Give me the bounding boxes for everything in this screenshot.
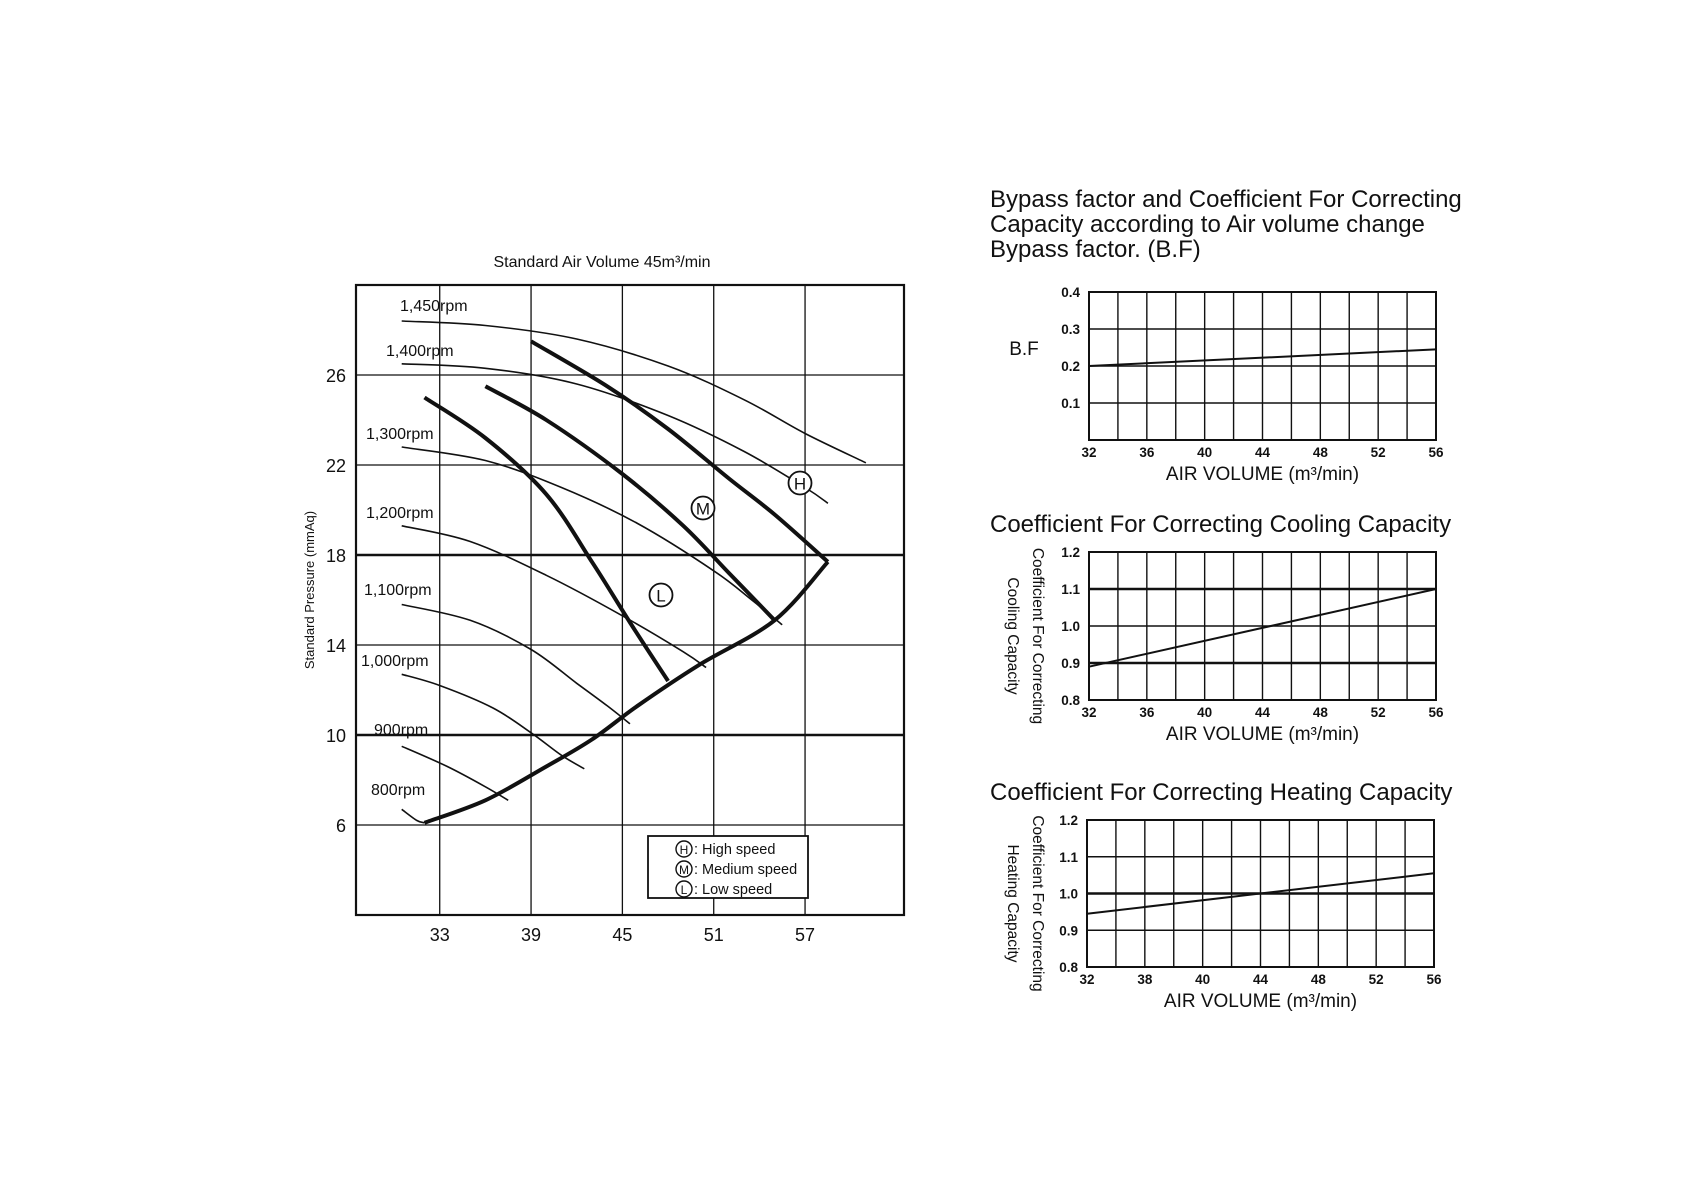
correction-y-tick-label: 1.1 (1059, 849, 1078, 865)
rpm-curve-label: 1,100rpm (364, 582, 432, 599)
legend-text: : High speed (694, 842, 776, 858)
fan-series-curve (402, 605, 630, 724)
correction-y-tick-label: 0.9 (1061, 656, 1080, 671)
correction-chart (990, 186, 1462, 485)
fan-chart-title: Standard Air Volume 45m³/min (493, 254, 711, 271)
correction-x-axis-title: AIR VOLUME (m³/min) (1163, 991, 1358, 1012)
fan-x-tick-label: 39 (521, 925, 542, 945)
correction-y-tick-label: 0.1 (1061, 396, 1080, 411)
legend-symbol-letter: M (679, 863, 689, 877)
correction-charts (990, 186, 1462, 1012)
correction-x-tick-label: 52 (1370, 445, 1386, 460)
rpm-curve-label: 1,450rpm (400, 298, 468, 315)
correction-y-axis-title: Coefficient For Correcting (1029, 815, 1046, 992)
correction-x-tick-label: 32 (1081, 705, 1097, 720)
correction-x-tick-label: 48 (1312, 445, 1328, 460)
correction-x-tick-label: 48 (1310, 972, 1326, 987)
correction-y-tick-label: 1.2 (1059, 813, 1078, 828)
correction-y-axis-title: Coefficient For Correcting (1029, 547, 1046, 725)
correction-x-tick-label: 36 (1139, 445, 1155, 460)
fan-chart-grid (356, 285, 904, 915)
correction-y-tick-label: 0.8 (1059, 960, 1078, 975)
fan-y-tick-label: 6 (335, 816, 346, 836)
fan-y-tick-label: 22 (325, 456, 346, 476)
correction-y-tick-label: 0.3 (1061, 322, 1080, 337)
correction-y-axis-title: B.F (1009, 339, 1039, 360)
fan-series-curve (402, 364, 828, 504)
speed-marker-letter: L (656, 586, 666, 606)
correction-x-tick-label: 40 (1195, 972, 1211, 987)
correction-x-tick-label: 56 (1426, 972, 1442, 987)
correction-chart (990, 511, 1451, 745)
legend-symbol-letter: L (680, 883, 688, 897)
rpm-curve-label: 1,300rpm (366, 426, 434, 443)
fan-x-tick-label: 51 (703, 925, 724, 945)
correction-x-tick-label: 36 (1139, 705, 1155, 720)
correction-chart-title: Coefficient For Correcting Cooling Capacity (990, 511, 1452, 538)
correction-chart (990, 779, 1452, 1012)
rpm-curve-label: 1,200rpm (366, 505, 434, 522)
correction-x-tick-label: 44 (1252, 972, 1269, 987)
fan-series-curve (425, 562, 828, 823)
correction-x-tick-label: 40 (1197, 445, 1213, 460)
correction-y-tick-label: 1.1 (1061, 582, 1080, 597)
correction-x-tick-label: 44 (1254, 445, 1271, 460)
correction-chart-title: Coefficient For Correcting Heating Capacity (990, 779, 1453, 806)
fan-series-curve (485, 386, 774, 620)
fan-series-curve (402, 321, 866, 463)
correction-x-tick-label: 56 (1428, 445, 1444, 460)
speed-marker-letter: M (695, 499, 711, 519)
fan-y-tick-label: 18 (325, 546, 346, 566)
correction-chart-title: Bypass factor and Coefficient For Correcting (990, 186, 1462, 213)
correction-y-tick-label: 0.2 (1061, 359, 1080, 374)
fan-performance-chart (302, 254, 904, 945)
correction-y-tick-label: 0.8 (1061, 693, 1080, 708)
correction-x-tick-label: 56 (1428, 705, 1444, 720)
fan-x-tick-label: 57 (795, 925, 816, 945)
rpm-curve-label: 1,400rpm (386, 343, 454, 360)
correction-x-tick-label: 32 (1079, 972, 1095, 987)
speed-marker-letter: H (793, 474, 807, 494)
correction-x-axis-title: AIR VOLUME (m³/min) (1165, 724, 1360, 745)
fan-y-tick-label: 26 (325, 366, 346, 386)
correction-y-tick-label: 1.0 (1059, 886, 1078, 902)
fan-chart-frame (356, 285, 904, 915)
correction-x-tick-label: 40 (1197, 705, 1213, 720)
correction-y-tick-label: 1.0 (1061, 619, 1080, 634)
fan-y-tick-label: 14 (325, 636, 346, 656)
correction-x-tick-label: 52 (1370, 705, 1386, 720)
correction-x-tick-label: 48 (1312, 705, 1328, 720)
fan-chart-y-axis-label: Standard Pressure (mmAq) (302, 510, 317, 670)
correction-y-tick-label: 0.4 (1061, 285, 1080, 300)
correction-y-tick-label: 1.2 (1061, 545, 1080, 560)
correction-x-tick-label: 32 (1081, 445, 1097, 460)
rpm-curve-label: 900rpm (374, 722, 429, 739)
fan-x-tick-label: 45 (612, 925, 633, 945)
correction-x-tick-label: 44 (1254, 705, 1271, 720)
correction-y-tick-label: 0.9 (1059, 923, 1078, 939)
fan-chart-series (361, 298, 866, 823)
correction-x-tick-label: 52 (1368, 972, 1384, 987)
correction-chart-title: Bypass factor. (B.F) (990, 236, 1201, 263)
fan-series-curve (402, 674, 585, 769)
legend-text: : Low speed (694, 882, 773, 898)
correction-y-axis-title: Cooling Capacity (1004, 577, 1021, 695)
fan-series-curve (402, 809, 425, 823)
rpm-curve-label: 800rpm (371, 782, 426, 799)
legend-text: : Medium speed (694, 862, 798, 878)
fan-y-tick-label: 10 (325, 726, 346, 746)
rpm-curve-label: 1,000rpm (361, 653, 429, 670)
correction-y-axis-title: Heating Capacity (1004, 844, 1021, 963)
legend-symbol-letter: H (679, 843, 689, 857)
correction-chart-title: Capacity according to Air volume change (990, 211, 1425, 238)
fan-x-tick-label: 33 (429, 925, 450, 945)
fan-chart-legend (648, 836, 808, 898)
correction-x-tick-label: 38 (1137, 972, 1153, 987)
correction-x-axis-title: AIR VOLUME (m³/min) (1165, 464, 1360, 485)
